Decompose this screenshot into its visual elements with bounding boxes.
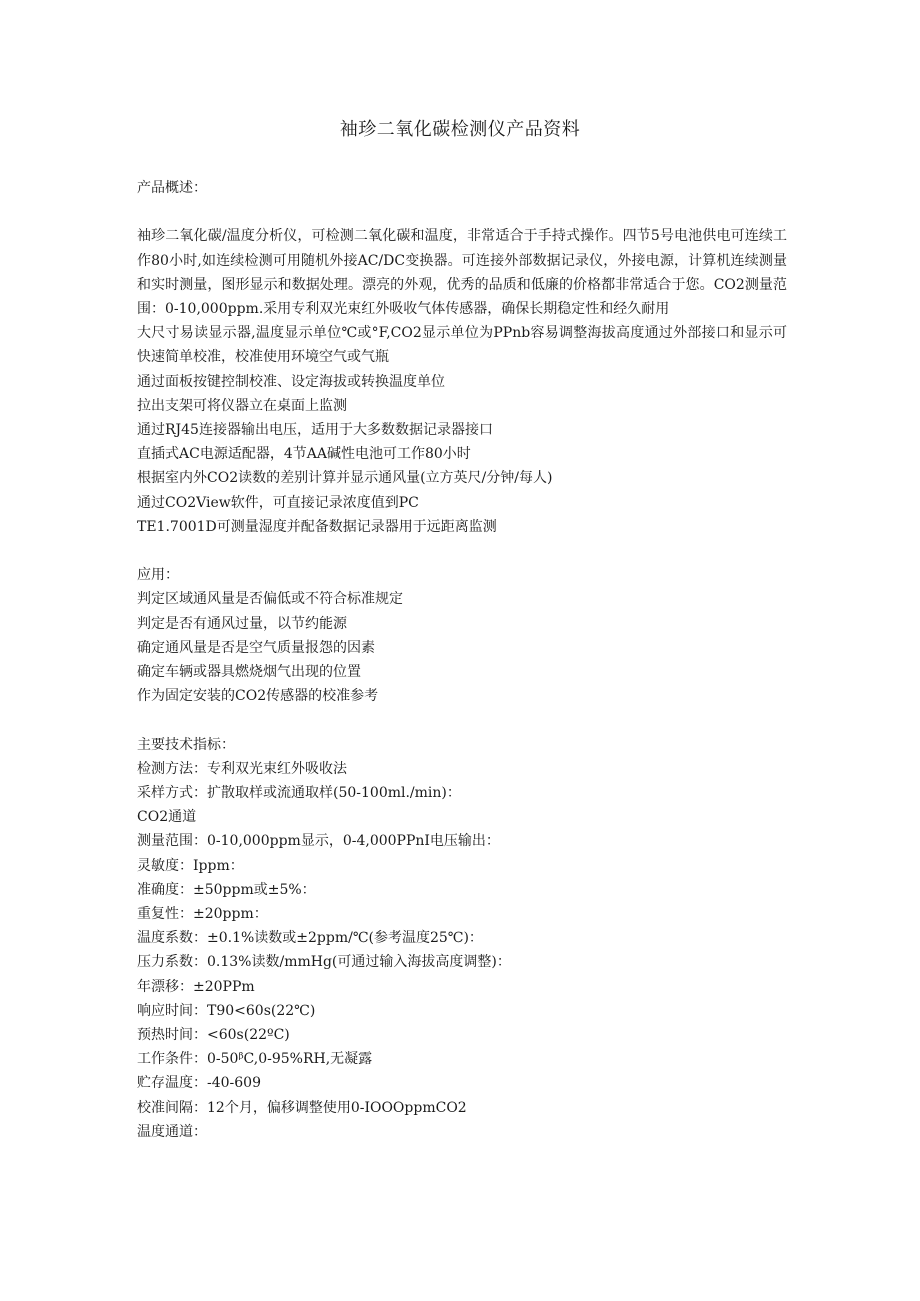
application-item: 确定通风量是否是空气质量报怨的因素	[137, 639, 375, 656]
feature-item: 拉出支架可将仪器立在桌面上监测	[137, 397, 347, 414]
spec-item: 工作条件：0-50ᵝC,0-95%RH,无凝露	[137, 1051, 373, 1068]
feature-item: 根据室内外CO2读数的差别计算并显示通风量(立方英尺/分钟/每人)	[137, 470, 553, 487]
spec-item: 预热时间：<60s(22ºC)	[137, 1027, 290, 1044]
spec-item: 温度通道：	[137, 1123, 207, 1140]
application-list	[137, 587, 787, 708]
overview-heading: 产品概述：	[137, 180, 207, 196]
spacer	[137, 539, 787, 563]
application-item: 确定车辆或器具燃烧烟气出现的位置	[137, 664, 361, 681]
spec-item: 测量范围：0-10,000ppm显示，0-4,000PPnI电压输出：	[137, 833, 500, 850]
application-item: 作为固定安装的CO2传感器的校准参考	[137, 688, 379, 705]
spec-item: 响应时间：T90<60s(22℃)	[137, 1002, 316, 1019]
spec-item: 采样方式：扩散取样或流通取样(50-100ml./min)：	[137, 785, 461, 802]
feature-list	[137, 321, 787, 539]
feature-item: TE1.7001D可测量湿度并配备数据记录器用于远距离监测	[137, 518, 497, 535]
feature-item: 通过RJ45连接器输出电压，适用于大多数数据记录器接口	[137, 422, 493, 439]
spec-item: 检测方法：专利双光束红外吸收法	[137, 760, 347, 777]
specs-heading: 主要技术指标：	[137, 736, 235, 753]
spec-item: CO2通道	[137, 809, 197, 826]
feature-item: 直插式AC电源适配器，4节AA碱性电池可工作80小时	[137, 446, 471, 463]
overview-paragraph: 袖珍二氧化碳/温度分析仪，可检测二氧化碳和温度，非常适合于手持式操作。四节5号电池供电可连续工作80小时,如连续检测可用随机外接AC/DC变换器。可连接外部数据记录仪，外接电源，计算机连续测量和实时测量，图形显示和数据处理。漂亮的外观，优秀的品质和低廉的价格都非常适合于您。CO2测量范围：0-10,000ppm.采用专利双光束红外吸收气体传感器，确保长期稳定性和经久耐用	[137, 228, 787, 317]
spec-item: 温度系数：±0.1%读数或±2ppm/℃(参考温度25℃)：	[137, 930, 483, 947]
application-item: 判定区域通风量是否偏低或不符合标准规定	[137, 591, 403, 608]
spec-item: 准确度：±50ppm或±5%：	[137, 881, 316, 898]
spec-item: 年漂移：±20PPm	[137, 978, 255, 995]
spec-item: 重复性：±20ppm：	[137, 906, 268, 923]
spacer	[137, 708, 787, 732]
feature-item: 通过CO2View软件，可直接记录浓度值到PC	[137, 494, 419, 511]
spec-item: 灵敏度：Ippm：	[137, 857, 244, 874]
document-body	[137, 176, 787, 1144]
applications-heading: 应用：	[137, 567, 179, 584]
spec-item: 贮存温度：-40-609	[137, 1075, 261, 1092]
spacer	[137, 200, 787, 224]
spec-list	[137, 757, 787, 1144]
spec-item: 压力系数：0.13%读数/mmHg(可通过输入海拔高度调整)：	[137, 954, 511, 971]
application-item: 判定是否有通风过量，以节约能源	[137, 615, 347, 632]
feature-item: 大尺寸易读显示器,温度显示单位℃或°F,CO2显示单位为PPnb容易调整海拔高度通过外部接口和显示可快速简单校准，校准使用环境空气或气瓶	[137, 325, 787, 366]
page-title: 袖珍二氧化碳检测仪产品资料	[339, 119, 581, 140]
spec-item: 校准间隔：12个月，偏移调整使用0-IOOOppmCO2	[137, 1099, 467, 1116]
feature-item: 通过面板按键控制校准、设定海拔或转换温度单位	[137, 373, 445, 390]
